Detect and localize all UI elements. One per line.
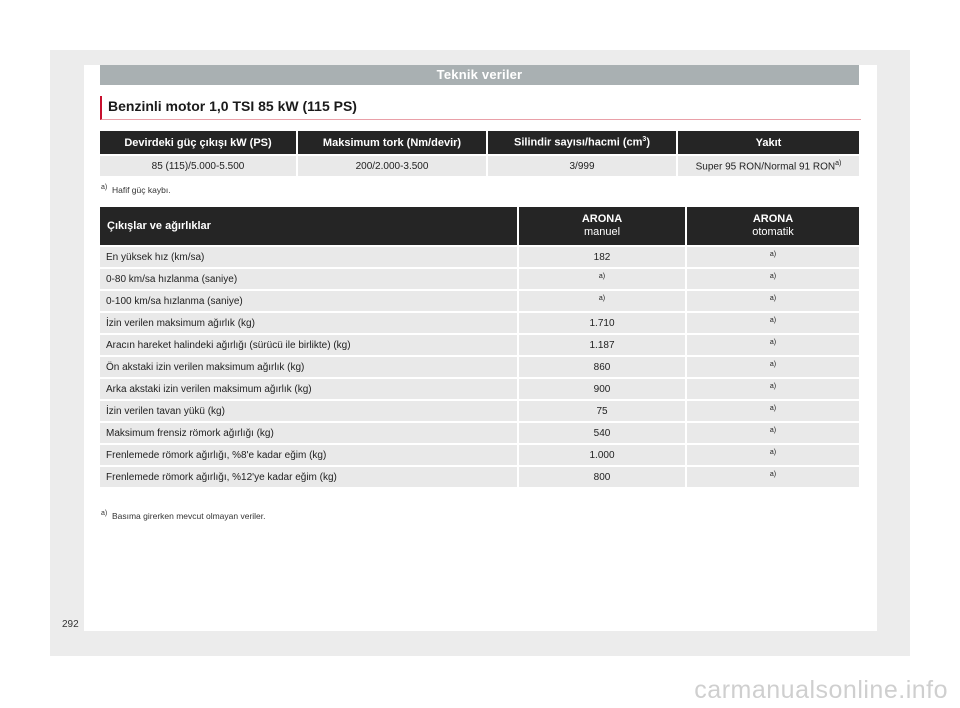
row-value-auto <box>687 379 859 399</box>
footnote-ref: a) <box>769 294 777 302</box>
footnote-marker: a) <box>101 510 108 517</box>
header-cylinders <box>488 131 676 154</box>
row-value-manual: 900 <box>519 379 685 399</box>
footnote-ref: a) <box>769 272 777 280</box>
table-row <box>100 423 859 443</box>
row-value-manual: 75 <box>519 401 685 421</box>
engine-table-row <box>100 156 859 176</box>
performance-table-header <box>100 207 859 245</box>
table-row <box>100 247 859 267</box>
header-outputs-weights: Çıkışlar ve ağırlıklar <box>100 207 517 245</box>
row-label: En yüksek hız (km/sa) <box>100 247 517 267</box>
footnote-marker: a) <box>101 184 108 191</box>
table-row <box>100 401 859 421</box>
row-label: Maksimum frensiz römork ağırlığı (kg) <box>100 423 517 443</box>
header-arona-auto-l1: ARONA <box>752 213 794 225</box>
engine-table-header <box>100 131 859 154</box>
footnote-ref: a) <box>769 250 777 258</box>
row-value-manual: 182 <box>519 247 685 267</box>
header-torque: Maksimum tork (Nm/devir) <box>298 131 486 154</box>
row-value-manual: 540 <box>519 423 685 443</box>
footnote-data-unavailable <box>101 510 266 521</box>
row-value-manual: 1.000 <box>519 445 685 465</box>
footnote-ref: a) <box>769 316 777 324</box>
row-label: 0-80 km/sa hızlanma (saniye) <box>100 269 517 289</box>
header-fuel: Yakıt <box>678 131 859 154</box>
row-label: İzin verilen maksimum ağırlık (kg) <box>100 313 517 333</box>
row-value-manual: 1.187 <box>519 335 685 355</box>
cell-fuel <box>678 156 859 176</box>
footnote-text: Basıma girerken mevcut olmayan veriler. <box>111 510 266 521</box>
footnote-ref: a) <box>769 382 777 390</box>
footnote-ref: a) <box>769 338 777 346</box>
row-label: 0-100 km/sa hızlanma (saniye) <box>100 291 517 311</box>
footnote-ref: a) <box>769 360 777 368</box>
cell-torque: 200/2.000-3.500 <box>298 156 486 176</box>
table-row <box>100 291 859 311</box>
cell-fuel-text: Super 95 RON/Normal 91 RON <box>695 161 836 173</box>
row-value-auto <box>687 401 859 421</box>
header-sup: 3 <box>642 136 647 144</box>
row-value-auto <box>687 269 859 289</box>
row-value-manual <box>519 269 685 289</box>
footnote-ref: a) <box>769 426 777 434</box>
table-row <box>100 269 859 289</box>
header-arona-auto-l2: otomatik <box>752 226 794 238</box>
row-label: Ön akstaki izin verilen maksimum ağırlık (kg) <box>100 357 517 377</box>
row-label: İzin verilen tavan yükü (kg) <box>100 401 517 421</box>
row-value-auto <box>687 313 859 333</box>
header-arona-auto <box>687 207 859 245</box>
row-value-manual: 800 <box>519 467 685 487</box>
cell-power: 85 (115)/5.000-5.500 <box>100 156 296 176</box>
footnote-ref: a) <box>769 448 777 456</box>
section-header: Teknik veriler <box>100 65 859 85</box>
performance-table <box>98 205 861 489</box>
table-row <box>100 379 859 399</box>
row-value-auto <box>687 445 859 465</box>
row-label: Frenlemede römork ağırlığı, %8'e kadar eğim (kg) <box>100 445 517 465</box>
table-row <box>100 467 859 487</box>
row-value-auto <box>687 335 859 355</box>
header-cylinders-text: Silindir sayısı/hacmi (cm <box>514 136 643 149</box>
row-value-auto <box>687 247 859 267</box>
row-value-manual: 1.710 <box>519 313 685 333</box>
row-value-auto <box>687 423 859 443</box>
footnote-ref: a) <box>598 294 606 302</box>
row-value-auto <box>687 291 859 311</box>
cell-fuel-sup: a) <box>835 159 842 167</box>
table-row <box>100 335 859 355</box>
footnote-ref: a) <box>769 470 777 478</box>
footnote-ref: a) <box>769 404 777 412</box>
header-arona-manual <box>519 207 685 245</box>
header-power: Devirdeki güç çıkışı kW (PS) <box>100 131 296 154</box>
table-row <box>100 445 859 465</box>
performance-table-body <box>100 247 859 487</box>
engine-table <box>98 129 861 178</box>
row-value-auto <box>687 357 859 377</box>
page-number: 292 <box>62 619 79 630</box>
title-block <box>100 96 861 120</box>
footnote-ref: a) <box>598 272 606 280</box>
header-arona-manual-l2: manuel <box>583 226 621 238</box>
table-row <box>100 357 859 377</box>
row-value-manual: 860 <box>519 357 685 377</box>
row-value-auto <box>687 467 859 487</box>
footnote-power-loss <box>101 184 171 195</box>
row-label: Frenlemede römork ağırlığı, %12'ye kadar eğim (kg) <box>100 467 517 487</box>
cell-cylinders: 3/999 <box>488 156 676 176</box>
header-arona-manual-l1: ARONA <box>581 213 623 225</box>
row-label: Aracın hareket halindeki ağırlığı (sürücü ile birlikte) (kg) <box>100 335 517 355</box>
watermark: carmanualsonline.info <box>694 676 948 704</box>
header-cylinders-suffix: ) <box>646 136 650 149</box>
footnote-text: Hafif güç kaybı. <box>111 184 171 195</box>
row-value-manual <box>519 291 685 311</box>
page-title: Benzinli motor 1,0 TSI 85 kW (115 PS) <box>108 98 357 114</box>
table-row <box>100 313 859 333</box>
row-label: Arka akstaki izin verilen maksimum ağırlık (kg) <box>100 379 517 399</box>
